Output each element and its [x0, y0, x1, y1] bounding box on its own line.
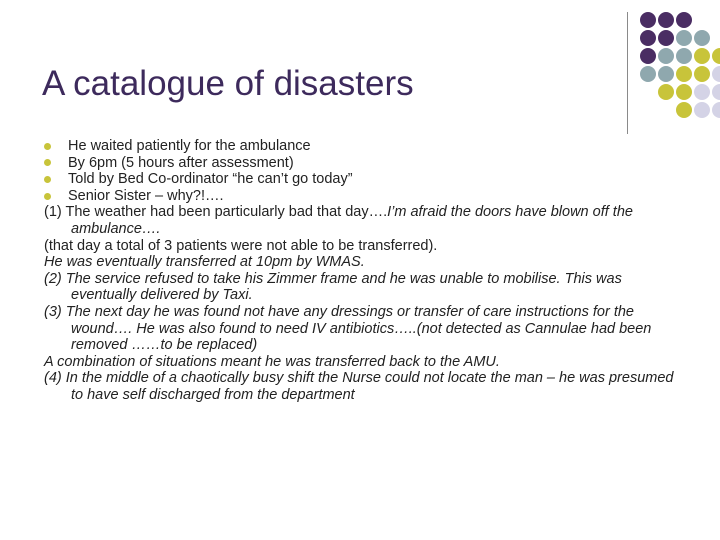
paragraph-italic: (4) In the middle of a chaotically busy shift the Nurse could not locate the man – he was presumed to have self discharged from the department — [44, 370, 674, 403]
bullet-text: By 6pm (5 hours after assessment) — [68, 154, 294, 171]
paragraph — [44, 304, 684, 354]
paragraph-italic: I’m afraid the doors have blown off the ambulance…. — [71, 204, 633, 237]
bullet-dot-icon — [44, 176, 51, 183]
paragraph-text: (1) The weather had been particularly bad that day…. — [44, 204, 388, 221]
decorative-dot — [694, 102, 710, 118]
decorative-dot — [712, 84, 720, 100]
bullet-item — [44, 188, 684, 205]
decorative-dot — [640, 12, 656, 28]
decorative-dot — [658, 66, 674, 82]
decorative-dot — [676, 12, 692, 28]
bullet-item — [44, 171, 684, 188]
decorative-dot — [640, 30, 656, 46]
bullet-text: He waited patiently for the ambulance — [68, 138, 311, 154]
paragraph — [44, 254, 684, 271]
paragraph-italic: (2) The service refused to take his Zimmer frame and he was unable to mobilise. This was eventually delivered by Taxi. — [44, 270, 622, 304]
bullet-dot-icon — [44, 159, 51, 166]
paragraph — [44, 271, 684, 304]
paragraph-italic: (3) The next day he was found not have any dressings or transfer of care instructions for the wound…. He was also found to need IV antibiotics…..(not detected as Cannulae had been removed ……to be replaced) — [44, 303, 652, 354]
slide-title: A catalogue of disasters — [42, 64, 414, 103]
bullet-text: Told by Bed Co-ordinator “he can’t go today” — [68, 171, 353, 188]
decorative-dot — [712, 102, 720, 118]
paragraph — [44, 370, 684, 403]
paragraph — [44, 238, 684, 255]
decorative-divider — [627, 12, 628, 134]
decorative-dot — [658, 84, 674, 100]
decorative-dot — [640, 48, 656, 64]
decorative-dot — [640, 66, 656, 82]
decorative-dot — [676, 30, 692, 46]
bullet-text: Senior Sister – why?!…. — [68, 187, 224, 204]
decorative-dot — [694, 66, 710, 82]
paragraph — [44, 354, 684, 371]
decorative-dot — [712, 66, 720, 82]
bullet-item — [44, 138, 684, 155]
decorative-dot — [694, 30, 710, 46]
decorative-dot — [658, 48, 674, 64]
bullet-item — [44, 155, 684, 172]
bullet-dot-icon — [44, 143, 51, 150]
decorative-dot — [694, 48, 710, 64]
slide-content — [44, 138, 684, 404]
decorative-dot — [676, 66, 692, 82]
paragraph-text: (that day a total of 3 patients were not able to be transferred). — [44, 237, 438, 254]
decorative-dot — [658, 30, 674, 46]
decorative-dot — [712, 48, 720, 64]
decorative-dot — [676, 102, 692, 118]
paragraph-italic: A combination of situations meant he was transferred back to the AMU. — [44, 353, 500, 370]
decorative-dot — [694, 84, 710, 100]
paragraph-italic: He was eventually transferred at 10pm by WMAS. — [44, 254, 365, 271]
decorative-dot — [676, 84, 692, 100]
bullet-dot-icon — [44, 193, 51, 200]
decorative-dot — [658, 12, 674, 28]
decorative-dot — [676, 48, 692, 64]
paragraph — [44, 204, 684, 237]
